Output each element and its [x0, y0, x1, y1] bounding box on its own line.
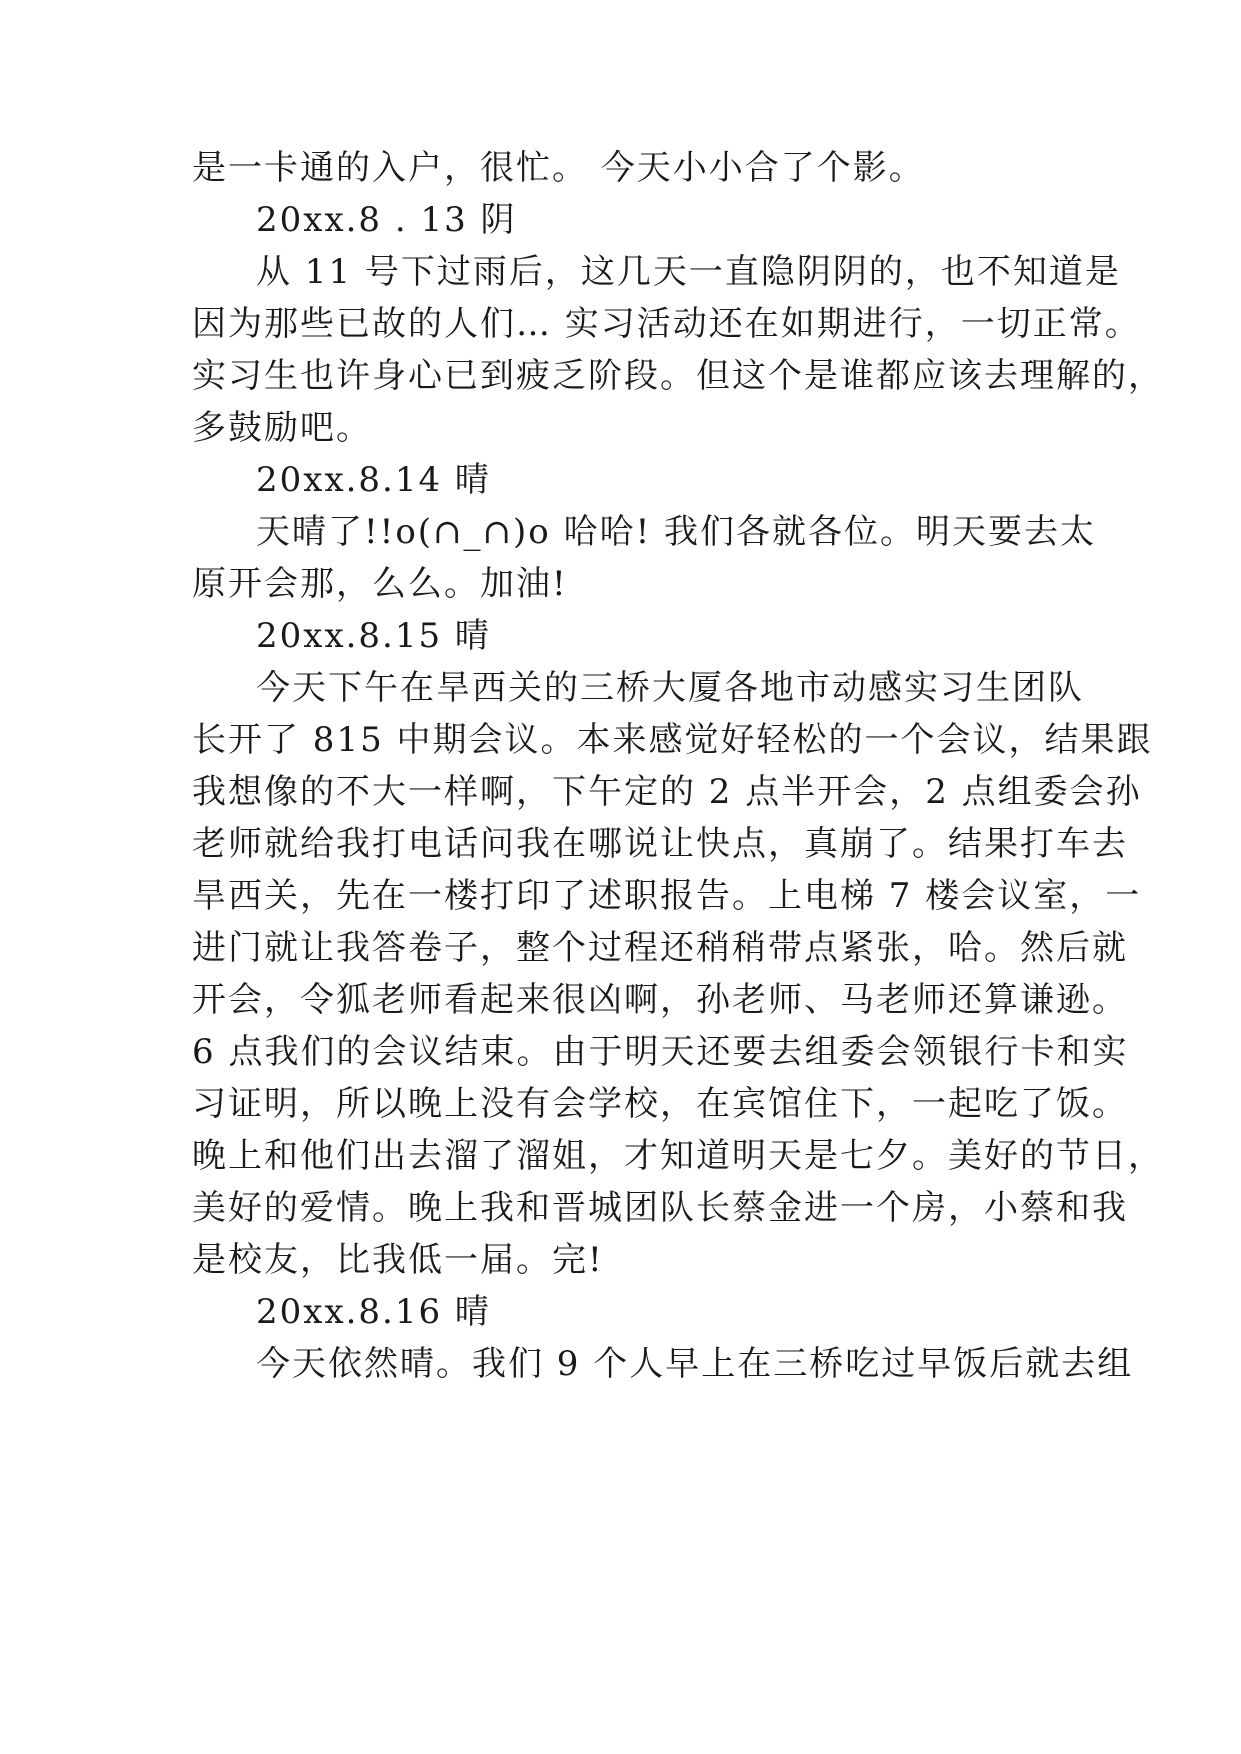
paragraph-line: 是校友，比我低一届。完! — [192, 1240, 604, 1280]
paragraph-line: 从 11 号下过雨后，这几天一直隐阴阴的，也不知道是 — [256, 252, 1121, 292]
date-heading: 20xx.8 . 13 阴 — [256, 200, 517, 240]
paragraph-line: 原开会那，么么。加油! — [192, 564, 568, 604]
paragraph-line: 实习生也许身心已到疲乏阶段。但这个是谁都应该去理解的， — [192, 356, 1164, 396]
paragraph-line: 旱西关，先在一楼打印了述职报告。上电梯 7 楼会议室，一 — [192, 876, 1142, 916]
paragraph-line: 老师就给我打电话问我在哪说让快点，真崩了。结果打车去 — [192, 824, 1128, 864]
paragraph-line: 因为那些已故的人们… 实习活动还在如期进行，一切正常。 — [192, 304, 1141, 344]
paragraph-line: 多鼓励吧。 — [192, 408, 372, 448]
paragraph-line: 长开了 815 中期会议。本来感觉好轻松的一个会议，结果跟 — [192, 720, 1153, 760]
paragraph-line: 习证明，所以晚上没有会学校，在宾馆住下，一起吃了饭。 — [192, 1084, 1128, 1124]
paragraph-line: 美好的爱情。晚上我和晋城团队长蔡金进一个房，小蔡和我 — [192, 1188, 1128, 1228]
paragraph-line: 晚上和他们出去溜了溜姐，才知道明天是七夕。美好的节日， — [192, 1136, 1164, 1176]
paragraph-line: 进门就让我答卷子，整个过程还稍稍带点紧张，哈。然后就 — [192, 928, 1128, 968]
paragraph-line: 天晴了!!o(∩_∩)o 哈哈! 我们各就各位。明天要去太 — [256, 512, 1097, 552]
paragraph-line: 今天依然晴。我们 9 个人早上在三桥吃过早饭后就去组 — [256, 1344, 1134, 1384]
paragraph-line: 开会，令狐老师看起来很凶啊，孙老师、马老师还算谦逊。 — [192, 980, 1128, 1020]
date-heading: 20xx.8.16 晴 — [256, 1292, 491, 1332]
paragraph-line: 6 点我们的会议结束。由于明天还要去组委会领银行卡和实 — [192, 1032, 1129, 1072]
date-heading: 20xx.8.14 晴 — [256, 460, 491, 500]
paragraph-line: 今天下午在旱西关的三桥大厦各地市动感实习生团队 — [256, 668, 1084, 708]
date-heading: 20xx.8.15 晴 — [256, 616, 491, 656]
paragraph-line: 是一卡通的入户，很忙。 今天小小合了个影。 — [192, 148, 925, 188]
paragraph-line: 我想像的不大一样啊，下午定的 2 点半开会，2 点组委会孙 — [192, 772, 1142, 812]
